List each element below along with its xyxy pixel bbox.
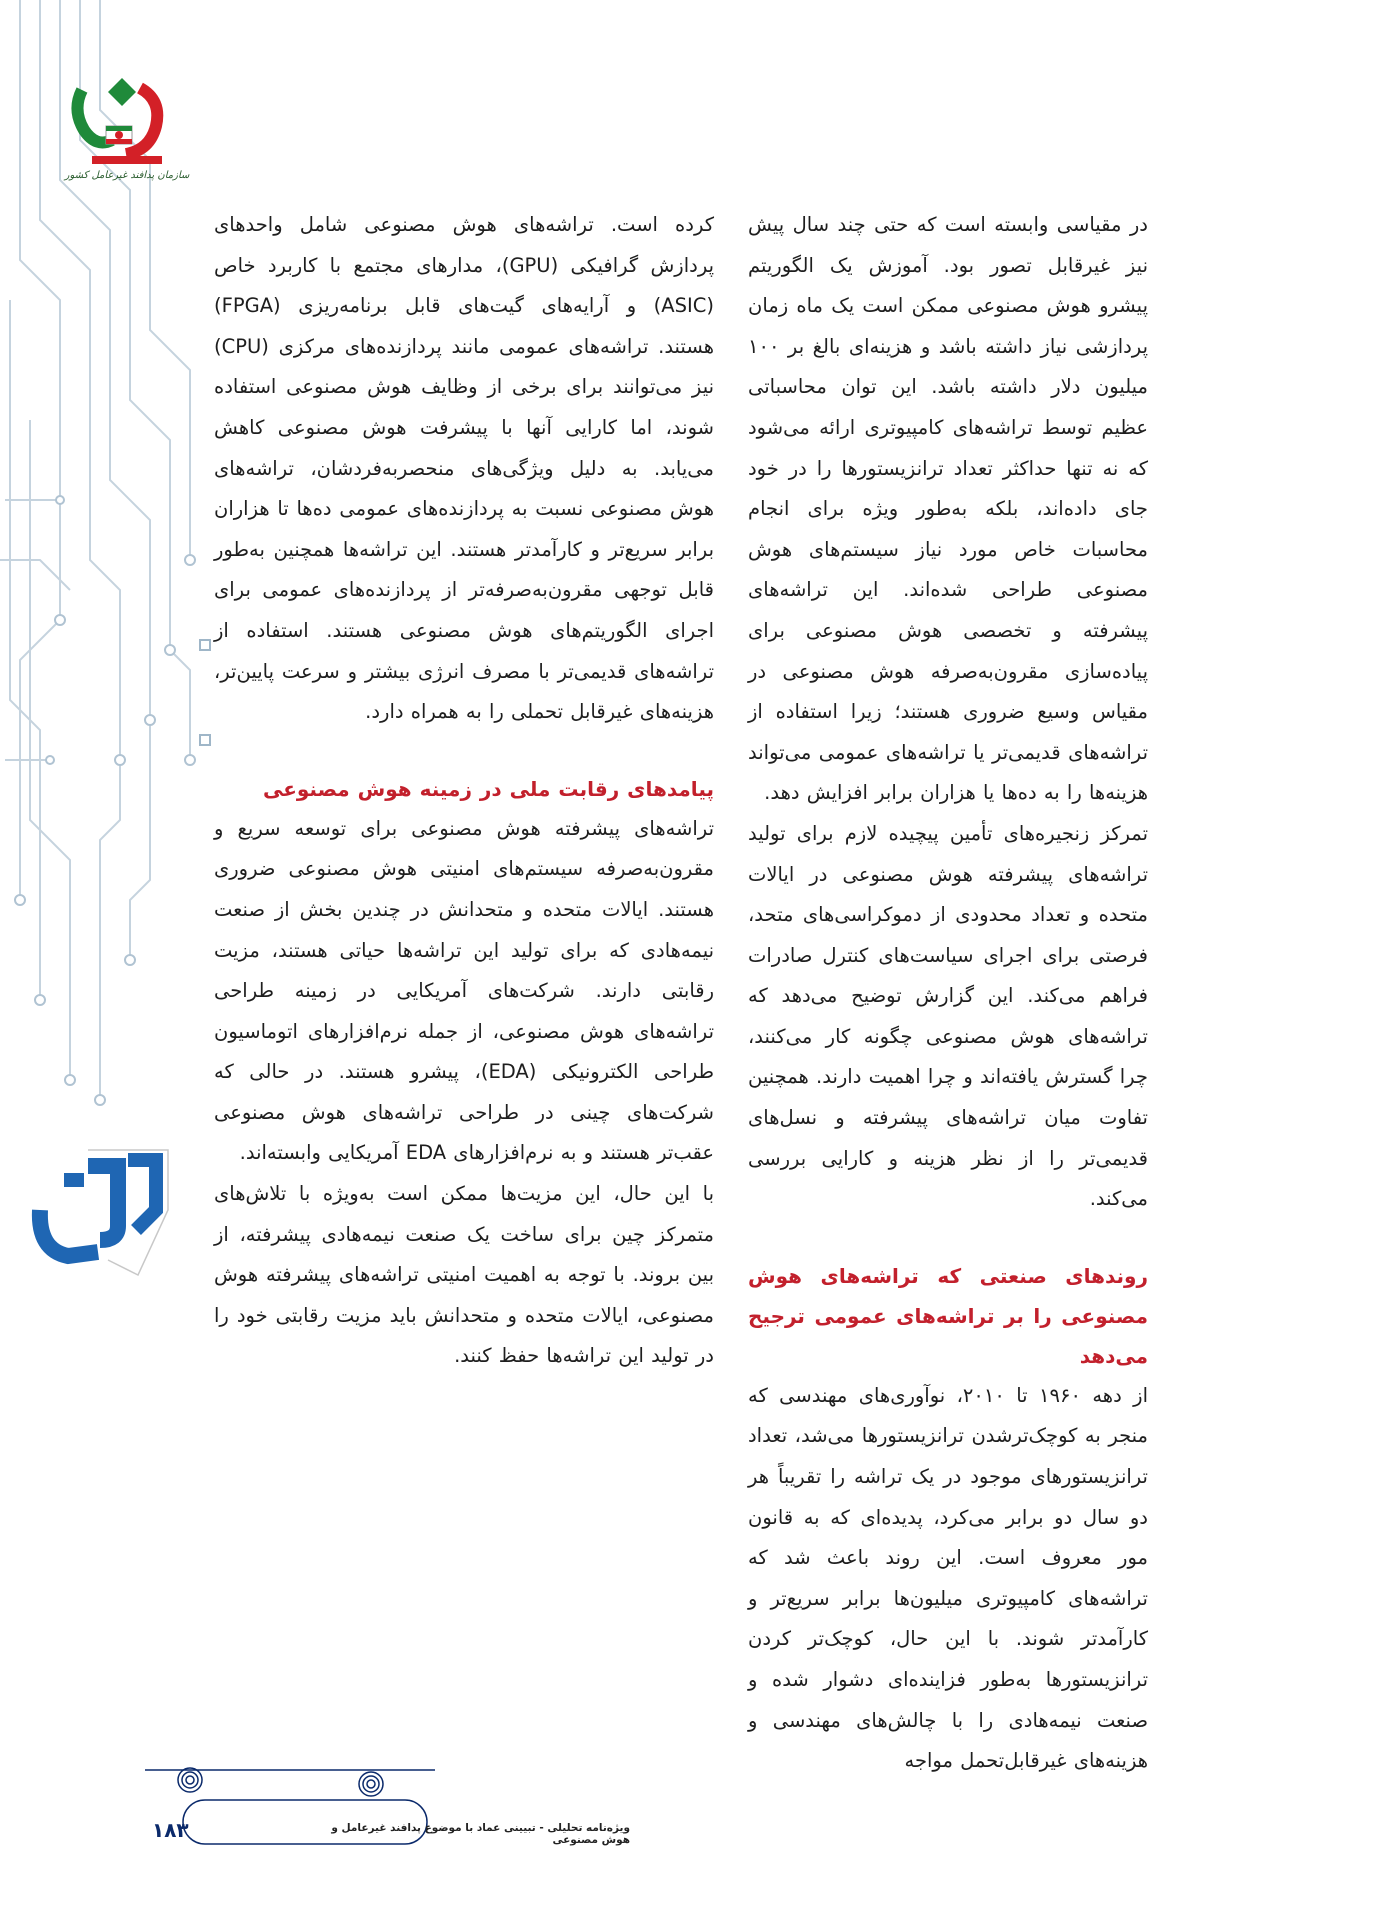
body-paragraph: تمرکز زنجیره‌های تأمین پیچیده لازم برای تولید تراشه‌های پیشرفته هوش مصنوعی در ایالات متحده و تعداد محدودی از دموکراسی‌های متحد، فرصتی برای اجرای سیاست‌های کنترل صادرات فراهم می‌کند. این گزارش توضیح می‌دهد که تراشه‌های هوش مصنوعی چگونه کار می‌کنند، چرا گسترش یافته‌اند و چرا اهمیت دارند. همچنین تفاوت میان تراشه‌های پیشرفته و نسل‌های قدیمی‌تر را از نظر هزینه و کارایی بررسی می‌کند. — [748, 821, 1148, 1211]
left-column — [214, 205, 714, 1377]
footer-decoration — [145, 1760, 435, 1870]
logo-caption: سازمان پدافند غیرعامل کشور — [64, 170, 190, 181]
body-paragraph: در مقیاسی وابسته است که حتی چند سال پیش نیز غیرقابل تصور بود. آموزش یک الگوریتم پیشرو هوش مصنوعی ممکن است یک ماه زمان پردازشی نیاز داشته باشد و هزینه‌ای بالغ بر ۱۰۰ میلیون دلار داشته باشد. این توان محاسباتی عظیم توسط تراشه‌های کامپیوتری ارائه می‌شود که نه تنها حداکثر تعداد ترانزیستورها را در خود جای داده‌اند، بلکه به‌طور ویژه برای انجام محاسبات خاص مورد نیاز سیستم‌های هوش مصنوعی طراحی شده‌اند. این تراشه‌های پیشرفته و تخصصی هوش مصنوعی برای پیاده‌سازی مقرون‌به‌صرفه هوش مصنوعی در مقیاس وسیع ضروری هستند؛ زیرا استفاده از تراشه‌های قدیمی‌تر یا تراشه‌های عمومی می‌تواند هزینه‌ها را به ده‌ها یا هزاران برابر افزایش دهد. — [748, 213, 1148, 805]
emad-logo — [28, 1140, 184, 1290]
body-paragraph: از دهه ۱۹۶۰ تا ۲۰۱۰، نوآوری‌های مهندسی که منجر به کوچک‌ترشدن ترانزیستورها می‌شد، تعداد ترانزیستورهای موجود در یک تراشه را تقریباً هر دو سال دو برابر می‌کرد، پدیده‌ای که به قانون مور معروف است. این روند باعث شد که تراشه‌های کامپیوتری میلیون‌ها برابر سریع‌تر و کارآمدتر شوند. با این حال، کوچک‌تر کردن ترانزیستورها به‌طور فزاینده‌ای دشوار شده و صنعت نیمه‌هادی را با چالش‌های مهندسی و هزینه‌های غیرقابل‌تحمل مواجه — [748, 1383, 1149, 1773]
right-column — [748, 205, 1148, 1782]
page-number: ۱۸۳ — [152, 1818, 189, 1842]
body-paragraph: کرده است. تراشه‌های هوش مصنوعی شامل واحدهای پردازش گرافیکی (GPU)، مدارهای مجتمع با کاربرد خاص (ASIC) و آرایه‌های گیت‌های قابل برنامه‌ریزی (FPGA) هستند. تراشه‌های عمومی مانند پردازنده‌های مرکزی (CPU) نیز می‌توانند برای برخی از وظایف هوش مصنوعی استفاده شوند، اما کارایی آنها با پیشرفت هوش مصنوعی کاهش می‌یابد. به دلیل ویژگی‌های منحصربه‌فردشان، تراشه‌های هوش مصنوعی نسبت به پردازنده‌های عمومی ده‌ها تا هزاران برابر سریع‌تر و کارآمدتر هستند. این تراشه‌ها همچنین به‌طور قابل توجهی مقرون‌به‌صرفه‌تر از پردازنده‌های عمومی برای اجرای الگوریتم‌های هوش مصنوعی هستند. استفاده از تراشه‌های قدیمی‌تر با مصرف انرژی بیشتر و سرعت پایین‌تر، هزینه‌های غیرقابل تحملی را به همراه دارد. — [214, 213, 715, 724]
footer-title: ویژه‌نامه تحلیلی - تبیینی عماد با موضوع پدافند غیرعامل و هوش مصنوعی — [331, 1822, 630, 1846]
body-paragraph: تراشه‌های پیشرفته هوش مصنوعی برای توسعه سریع و مقرون‌به‌صرفه سیستم‌های امنیتی هوش مصنوعی ضروری هستند. ایالات متحده و متحدانش در چندین بخش از صنعت نیمه‌هادی که برای تولید این تراشه‌ها حیاتی هستند، مزیت رقابتی دارند. شرکت‌های آمریکایی در زمینه طراحی تراشه‌های هوش مصنوعی، از جمله نرم‌افزارهای اتوماسیون طراحی الکترونیکی (EDA)، پیشرو هستند. در حالی که شرکت‌های چینی در طراحی تراشه‌های هوش مصنوعی عقب‌تر هستند و به نرم‌افزارهای EDA آمریکایی وابسته‌اند. — [214, 816, 715, 1165]
passive-defense-logo — [62, 70, 182, 180]
section-heading: پیامدهای رقابت ملی در زمینه هوش مصنوعی — [262, 776, 714, 801]
body-paragraph: با این حال، این مزیت‌ها ممکن است به‌ویژه با تلاش‌های متمرکز چین برای ساخت یک صنعت نیمه‌هادی پیشرفته، از بین بروند. با توجه به اهمیت امنیتی تراشه‌های پیشرفته هوش مصنوعی، ایالات متحده و متحدانش باید مزیت رقابتی خود را در تولید این تراشه‌ها حفظ کنند. — [214, 1182, 714, 1368]
section-heading: روندهای صنعتی که تراشه‌های هوش مصنوعی را بر تراشه‌های عمومی ترجیح می‌دهد — [748, 1263, 1148, 1368]
